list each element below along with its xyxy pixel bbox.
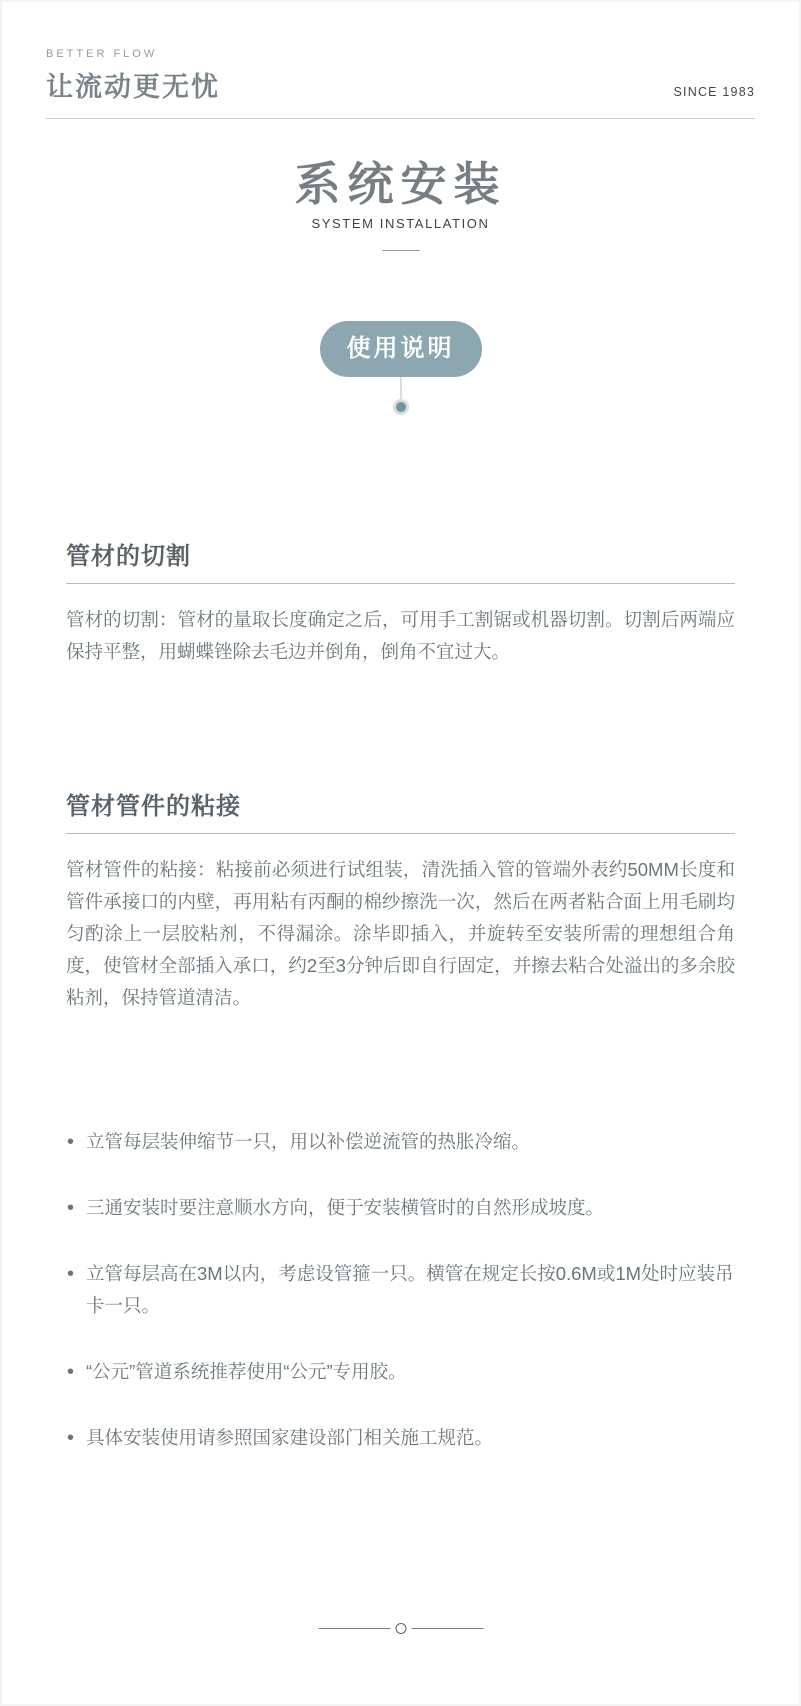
section-heading: 管材管件的粘接 xyxy=(66,793,241,820)
installation-notes-list xyxy=(66,1126,735,1454)
section-rule xyxy=(66,583,735,584)
list-item: • 立管每层装伸缩节一只，用以补偿逆流管的热胀冷缩。 xyxy=(66,1126,735,1158)
section-body: 管材管件的粘接：粘接前必须进行试组装，清洗插入管的管端外表约50MM长度和管件承接口的内壁，再用粘有丙酮的棉纱擦洗一次，然后在两者粘合面上用毛刷均匀酌涂上一层胶粘剂，不得漏涂。涂毕即插入，并旋转至安装所需的理想组合角度，使管材全部插入承口，约2至3分钟后即自行固定，并擦去粘合处溢出的多余胶粘剂，保持管道清洁。 xyxy=(66,859,735,1008)
section-pipe-cutting xyxy=(66,541,735,668)
section-rule xyxy=(66,833,735,834)
end-divider xyxy=(318,1623,483,1634)
brand-block xyxy=(46,48,220,104)
page-title: 系统安装 xyxy=(294,158,507,210)
end-divider-line-right xyxy=(411,1628,483,1629)
list-item: • “公元”管道系统推荐使用“公元”专用胶。 xyxy=(66,1356,735,1388)
end-divider-circle-icon xyxy=(395,1623,406,1634)
section-heading: 管材的切割 xyxy=(66,543,191,570)
since-label: SINCE 1983 xyxy=(673,85,755,99)
section-pipe-bonding xyxy=(66,791,735,1014)
connector-dot-icon xyxy=(393,399,409,415)
title-block xyxy=(2,159,799,251)
end-divider-line-left xyxy=(318,1628,390,1629)
section-body: 管材的切割：管材的量取长度确定之后，可用手工割锯或机器切割。切割后两端应保持平整，用蝴蝶锉除去毛边并倒角，倒角不宜过大。 xyxy=(66,609,735,662)
list-item: • 具体安装使用请参照国家建设部门相关施工规范。 xyxy=(66,1422,735,1454)
content xyxy=(66,541,735,1454)
list-item: • 立管每层高在3M以内，考虑设管箍一只。横管在规定长按0.6M或1M处时应装吊卡一只。 xyxy=(66,1258,735,1322)
title-divider xyxy=(382,250,420,251)
usage-badge: 使用说明 xyxy=(320,321,482,377)
header xyxy=(46,2,755,119)
brand-logo: 让流动更无忧 xyxy=(46,72,220,102)
usage-badge-block xyxy=(2,321,799,415)
connector-line xyxy=(400,377,402,399)
list-item: • 三通安装时要注意顺水方向，便于安装横管时的自然形成坡度。 xyxy=(66,1192,735,1224)
page-subtitle: SYSTEM INSTALLATION xyxy=(311,216,490,231)
brand-tagline: BETTER FLOW xyxy=(46,48,158,60)
